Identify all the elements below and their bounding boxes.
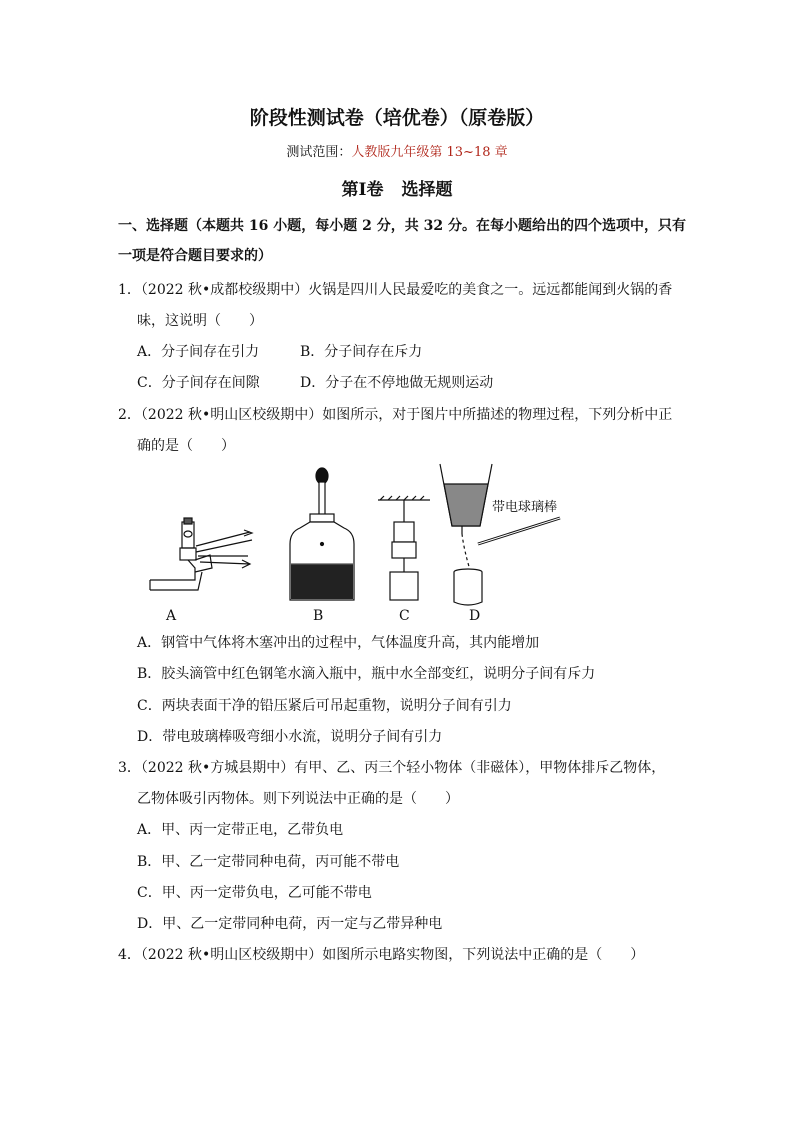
q2-option-c: C．两块表面干净的铅压紧后可吊起重物，说明分子间有引力 bbox=[137, 698, 512, 714]
q2-stem-line-1: 2．（2022 秋•明山区校级期中）如图所示，对于图片中所描述的物理过程，下列分析中正 bbox=[118, 407, 673, 423]
page-title: 阶段性测试卷（培优卷）（原卷版） bbox=[249, 107, 545, 129]
figure-c-lead-blocks bbox=[378, 496, 430, 600]
q2-stem-line-2: 确的是（ ） bbox=[137, 438, 235, 454]
figure-label-c: C bbox=[399, 608, 410, 624]
figure-a-tube-experiment bbox=[150, 518, 252, 590]
q2-figure bbox=[140, 460, 600, 630]
test-scope bbox=[0, 144, 794, 162]
q1-stem-line-2: 味，这说明（ ） bbox=[137, 313, 263, 329]
section-name: 选择题 bbox=[401, 180, 453, 200]
q2-option-a: A．钢管中气体将木塞冲出的过程中，气体温度升高，其内能增加 bbox=[137, 635, 540, 651]
q2-option-d: D．带电玻璃棒吸弯细小水流，说明分子间有引力 bbox=[137, 729, 443, 745]
figure-label-d: D bbox=[469, 608, 481, 624]
figure-b-dropper-bottle bbox=[290, 468, 354, 600]
instructions-line-1: 一、选择题（本题共 16 小题，每小题 2 分，共 32 分。在每小题给出的四个选项中，只有 bbox=[118, 218, 686, 234]
figure-label-a: A bbox=[166, 608, 177, 624]
q4-stem-line-1: 4．（2022 秋•明山区校级期中）如图所示电路实物图，下列说法中正确的是（ ） bbox=[118, 947, 645, 963]
q3-option-d: D．甲、乙一定带同种电荷，丙一定与乙带异种电 bbox=[137, 916, 443, 932]
figure-label-b: B bbox=[313, 608, 324, 624]
figure-d-rod-label: 带电球璃棒 bbox=[492, 500, 558, 515]
q1-option-b: B．分子间存在斥力 bbox=[300, 344, 423, 360]
test-scope-label: 测试范围： bbox=[286, 145, 352, 160]
test-scope-value: 人教版九年级第 13~18 章 bbox=[351, 145, 508, 160]
figure-d-charged-rod bbox=[440, 464, 560, 605]
q3-option-b: B．甲、乙一定带同种电荷，丙可能不带电 bbox=[137, 854, 400, 870]
q2-figure-drawing bbox=[140, 460, 600, 630]
q1-option-d: D．分子在不停地做无规则运动 bbox=[300, 375, 494, 391]
section-heading bbox=[0, 179, 794, 201]
q1-option-c: C．分子间存在间隙 bbox=[137, 375, 260, 391]
q3-option-a: A．甲、丙一定带正电，乙带负电 bbox=[137, 822, 344, 838]
instructions-line-2: 一项是符合题目要求的） bbox=[118, 248, 272, 264]
q3-stem-line-1: 3．（2022 秋•方城县期中）有甲、乙、丙三个轻小物体（非磁体），甲物体排斥乙物体， bbox=[118, 760, 666, 776]
q3-stem-line-2: 乙物体吸引丙物体。则下列说法中正确的是（ ） bbox=[137, 791, 459, 807]
q1-stem-line-1: 1．（2022 秋•成都校级期中）火锅是四川人民最爱吃的美食之一。远远都能闻到火锅的香 bbox=[118, 282, 673, 298]
q3-option-c: C．甲、丙一定带负电，乙可能不带电 bbox=[137, 885, 372, 901]
section-part: 第Ⅰ卷 bbox=[341, 180, 384, 200]
q2-option-b: B．胶头滴管中红色钢笔水滴入瓶中，瓶中水全部变红，说明分子间有斥力 bbox=[137, 666, 596, 682]
q1-option-a: A．分子间存在引力 bbox=[137, 344, 260, 360]
